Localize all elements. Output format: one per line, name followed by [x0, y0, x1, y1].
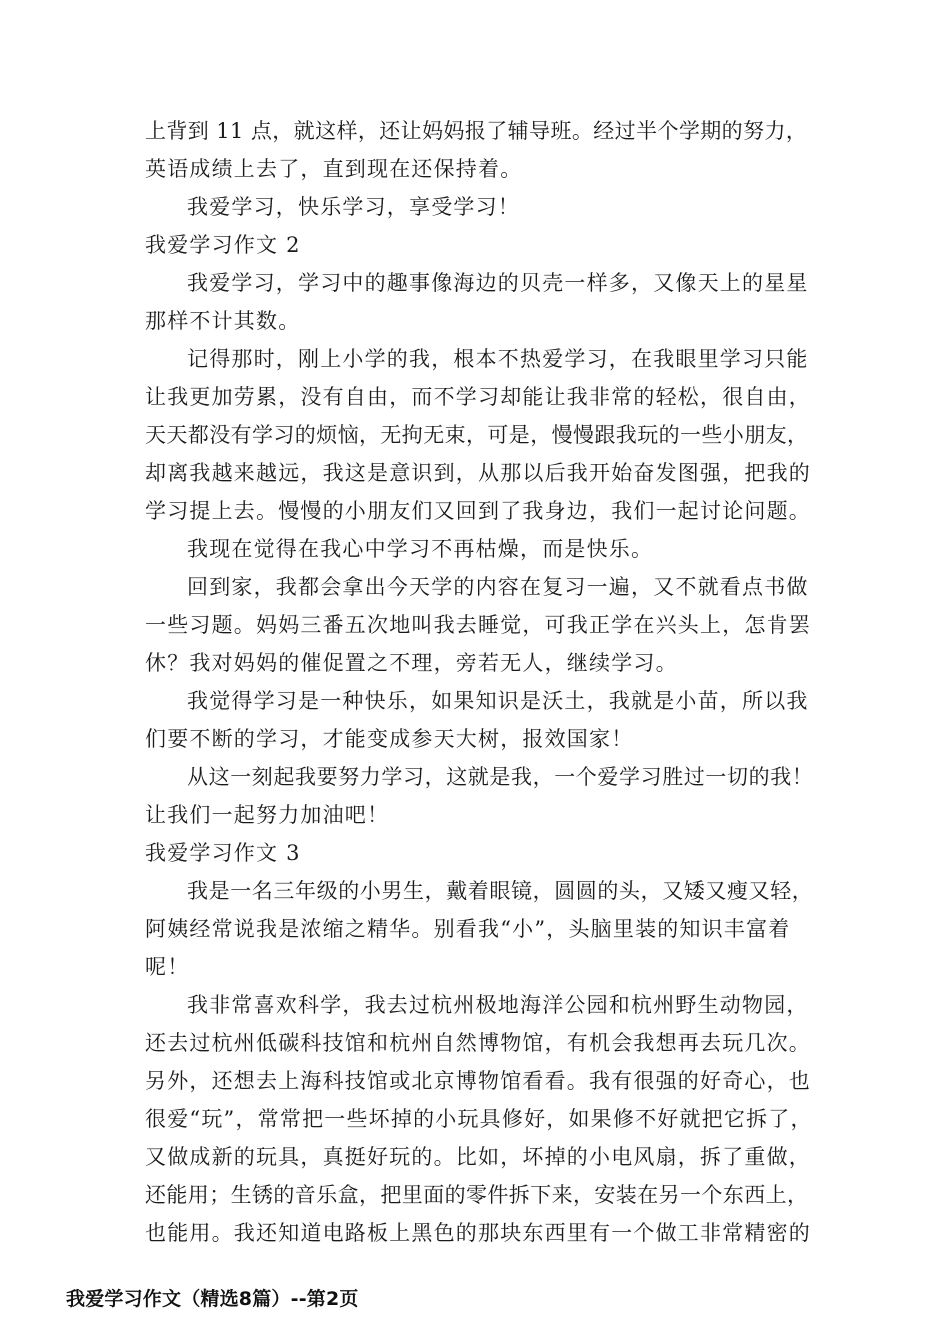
text-line: 却离我越来越远，我这是意识到，从那以后我开始奋发图强，把我的 [145, 461, 811, 485]
text-line: 学习提上去。慢慢的小朋友们又回到了我身边，我们一起讨论问题。 [145, 499, 811, 523]
text-line: 另外，还想去上海科技馆或北京博物馆看看。我有很强的好奇心，也 [145, 1069, 811, 1093]
text-line: 们要不断的学习，才能变成参天大树，报效国家！ [145, 727, 634, 751]
text-line: 又做成新的玩具，真挺好玩的。比如，坏掉的小电风扇，拆了重做， [145, 1145, 811, 1169]
text-line: 休？我对妈妈的催促置之不理，旁若无人，继续学习。 [145, 651, 678, 675]
text-line: 我爱学习，学习中的趣事像海边的贝壳一样多，又像天上的星星 [187, 271, 809, 295]
text-line: 我是一名三年级的小男生，戴着眼镜，圆圆的头，又矮又瘦又轻， [187, 879, 814, 903]
text-line: 阿姨经常说我是浓缩之精华。别看我“小”，头脑里装的知识丰富着 [145, 917, 791, 941]
text-line: 呢！ [145, 955, 190, 979]
section-heading: 我爱学习作文 2 [145, 233, 301, 257]
text-line: 很爱“玩”，常常把一些坏掉的小玩具修好，如果修不好就把它拆了， [145, 1107, 813, 1131]
text-line: 也能用。我还知道电路板上黑色的那块东西里有一个做工非常精密的 [145, 1221, 811, 1245]
text-line: 从这一刻起我要努力学习，这就是我，一个爱学习胜过一切的我！ [187, 765, 814, 789]
text-line: 我爱学习，快乐学习，享受学习！ [187, 195, 520, 219]
text-line: 我觉得学习是一种快乐，如果知识是沃土，我就是小苗，所以我 [187, 689, 809, 713]
text-line: 让我更加劳累，没有自由，而不学习却能让我非常的轻松，很自由， [145, 385, 811, 409]
text-line: 英语成绩上去了，直到现在还保持着。 [145, 157, 523, 181]
text-line: 我非常喜欢科学，我去过杭州极地海洋公园和杭州野生动物园， [187, 993, 809, 1017]
text-line: 天天都没有学习的烦恼，无拘无束，可是，慢慢跟我玩的一些小朋友， [145, 423, 809, 447]
text-line: 还去过杭州低碳科技馆和杭州自然博物馆，有机会我想再去玩几次。 [145, 1031, 811, 1055]
text-line: 上背到 11 点，就这样，还让妈妈报了辅导班。经过半个学期的努力， [145, 119, 808, 143]
text-line: 让我们一起努力加油吧！ [145, 803, 390, 827]
text-line: 一些习题。妈妈三番五次地叫我去睡觉，可我正学在兴头上，怎肯罢 [145, 613, 811, 637]
text-line: 那样不计其数。 [145, 309, 301, 333]
document-body [145, 112, 813, 1252]
text-line: 记得那时，刚上小学的我，根本不热爱学习，在我眼里学习只能 [187, 347, 809, 371]
page-footer: 我爱学习作文（精选8篇）--第2页 [66, 1288, 359, 1310]
text-line: 还能用；生锈的音乐盒，把里面的零件拆下来，安装在另一个东西上， [145, 1183, 809, 1207]
text-line: 我现在觉得在我心中学习不再枯燥，而是快乐。 [187, 537, 654, 561]
text-line: 回到家，我都会拿出今天学的内容在复习一遍，又不就看点书做 [187, 575, 809, 599]
section-heading: 我爱学习作文 3 [145, 841, 301, 865]
